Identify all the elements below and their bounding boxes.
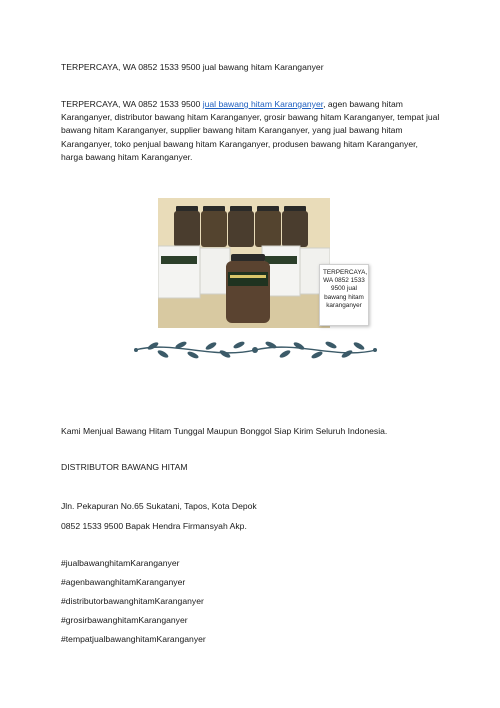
product-photo <box>158 198 330 328</box>
intro-paragraph <box>61 98 441 164</box>
hashtag-3: #distributorbawanghitamKaranganyer <box>61 596 204 606</box>
image-caption-box: TERPERCAYA, WA 0852 1533 9500 jual bawang hitam karanganyer <box>319 264 369 326</box>
document-title: TERPERCAYA, WA 0852 1533 9500 jual bawang hitam Karanganyer <box>61 62 324 72</box>
front-jar <box>226 254 270 323</box>
address-line: Jln. Pekapuran No.65 Sukatani, Tapos, Kota Depok <box>61 501 257 511</box>
vine-ornament-icon <box>133 336 378 364</box>
shipping-statement: Kami Menjual Bawang Hitam Tunggal Maupun Bonggol Siap Kirim Seluruh Indonesia. <box>61 426 388 436</box>
hashtag-5: #tempatjualbawanghitamKaranganyer <box>61 634 206 644</box>
contact-line: 0852 1533 9500 Bapak Hendra Firmansyah Akp. <box>61 521 247 531</box>
hashtag-4: #grosirbawanghitamKaranganyer <box>61 615 188 625</box>
product-link[interactable]: jual bawang hitam Karanganyer <box>202 99 324 109</box>
hashtag-2: #agenbawanghitamKaranganyer <box>61 577 186 587</box>
intro-text-before: TERPERCAYA, WA 0852 1533 9500 <box>61 99 203 109</box>
jar-row-back <box>174 206 308 247</box>
intro-text-after: , agen bawang hitam Karanganyer, distributor bawang hitam Karanganyer, grosir bawang hitam Karanganyer, tempat jual bawang hitam Karanganyer, supplier bawang hitam Karanganyer, yang jual bawang hitam Karanganyer, toko penjual bawang hitam Karanganyer, produsen bawang hitam Karanganyer, harga bawang hitam Karanganyer. <box>61 99 440 162</box>
vine-divider <box>133 336 378 364</box>
product-photo-illustration <box>158 198 330 328</box>
hashtag-1: #jualbawanghitamKaranganyer <box>61 558 180 568</box>
distributor-heading: DISTRIBUTOR BAWANG HITAM <box>61 462 188 472</box>
